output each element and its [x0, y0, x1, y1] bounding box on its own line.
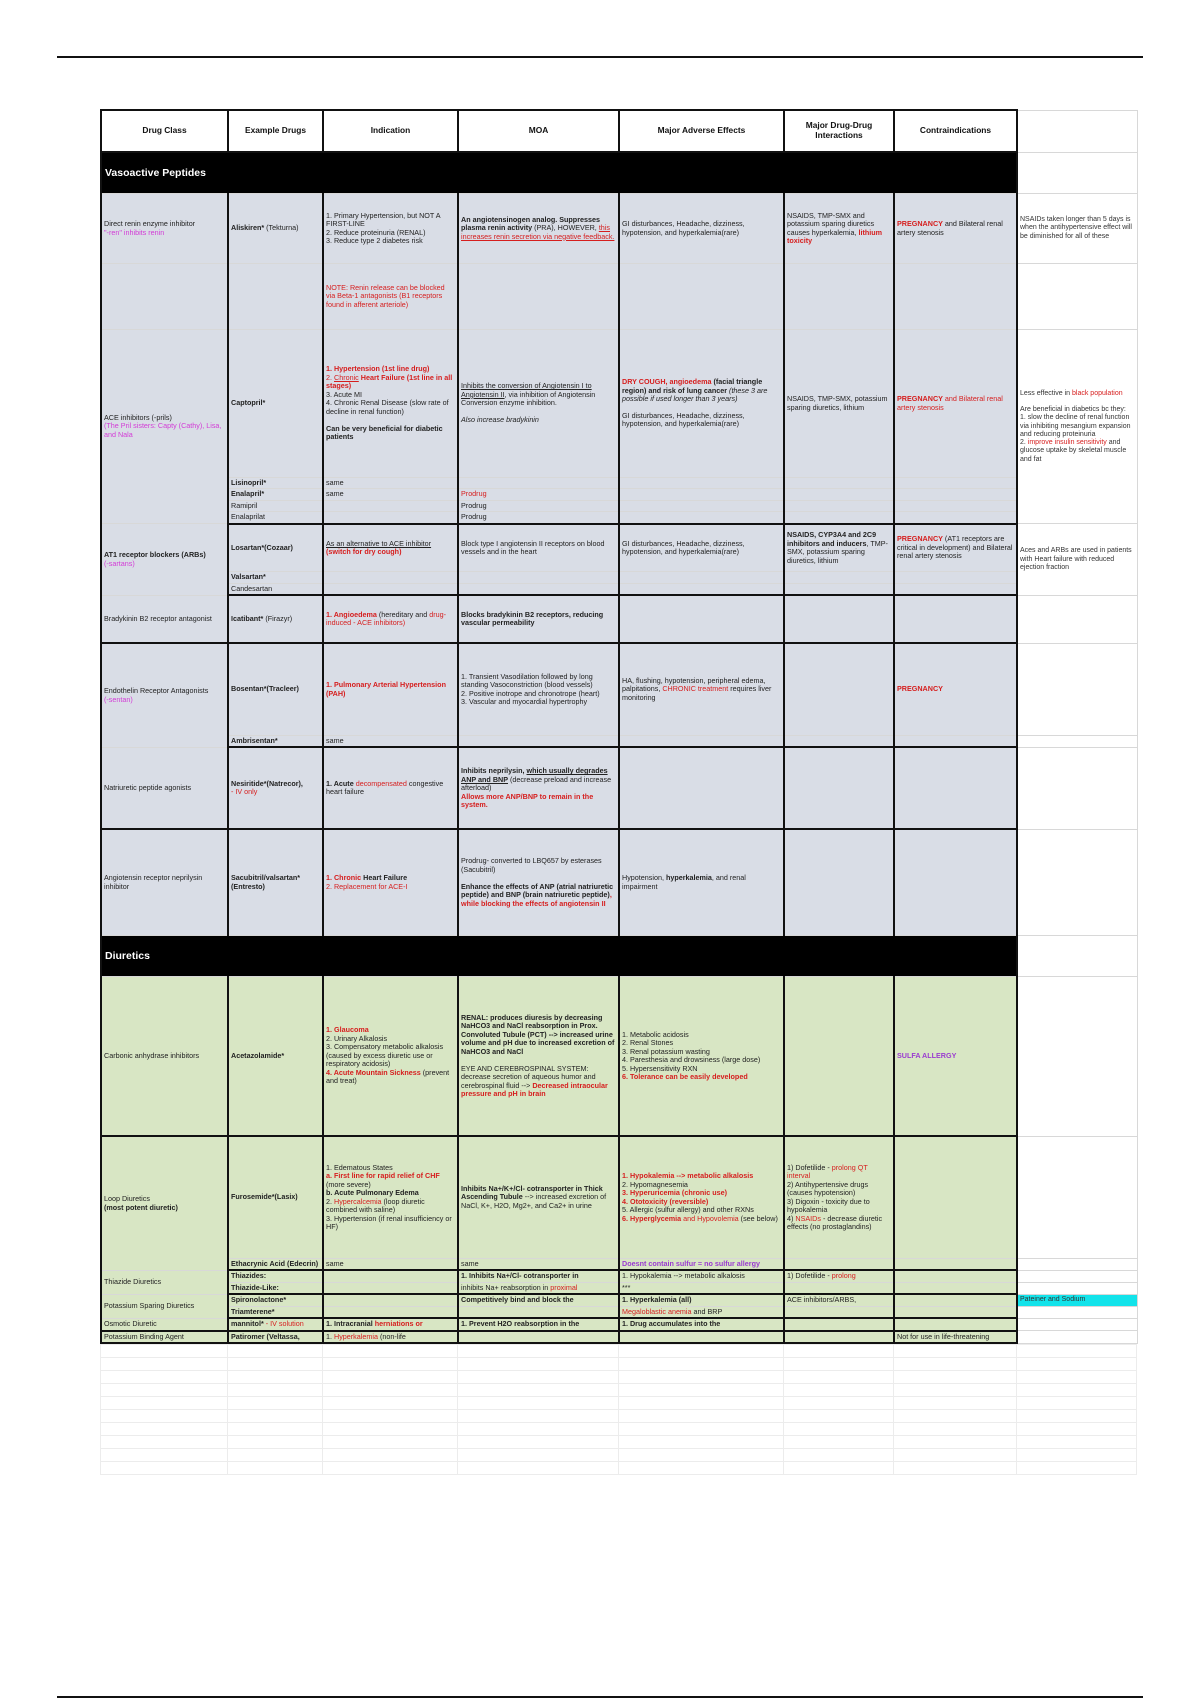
table-row	[101, 264, 1137, 330]
section-title: Diuretics	[101, 935, 1017, 976]
adverse-effects-cell: 1. Hyperkalemia (all)	[619, 1294, 784, 1306]
example-drug-cell: Thiazides:	[228, 1270, 323, 1282]
table-row	[101, 1258, 1137, 1270]
table-row	[101, 194, 1137, 264]
drug-class-cell: Direct renin enzyme inhibitor "-ren" inhibits renin	[101, 194, 228, 264]
example-drug-cell: Thiazide-Like:	[228, 1282, 323, 1294]
drug-class-cell: Endothelin Receptor Antagonists (-sentan)	[101, 643, 228, 747]
header-indication: Indication	[323, 110, 458, 152]
adverse-effects-cell: 1. Metabolic acidosis 2. Renal Stones 3. Renal potassium wasting 4. Paresthesia and drowsiness (large dose) 5. Hypersensitivity RXN 6. Tolerance can be easily developed	[619, 976, 784, 1136]
example-drug-cell: Icatibant* (Firazyr)	[228, 595, 323, 643]
indication-cell: 1. Intracranial herniations or	[323, 1318, 458, 1330]
header-drug-class: Drug Class	[101, 110, 228, 152]
moa-cell: Prodrug- converted to LBQ657 by esterases (Sacubitril) Enhance the effects of ANP (atrial natriuretic peptide) and BNP (brain natriuretic peptide), while blocking the effects of angiotensin II	[458, 829, 619, 935]
indication-cell: As an alternative to ACE inhibitor (switch for dry cough)	[323, 524, 458, 572]
drug-class-cell: Angiotensin receptor neprilysin inhibitor	[101, 829, 228, 935]
example-drug-cell: Lisinopril*	[228, 478, 323, 489]
indication-cell: 1. Angioedema (hereditary and drug-induced - ACE inhibitors)	[323, 595, 458, 643]
top-rule	[57, 56, 1143, 58]
indication-cell: 1. Acute decompensated congestive heart failure	[323, 747, 458, 829]
drug-class-cell: Natriuretic peptide agonists	[101, 747, 228, 829]
side-note: Aces and ARBs are used in patients with Heart failure with reduced ejection fraction	[1017, 524, 1137, 595]
spreadsheet	[100, 109, 1136, 1475]
indication-cell: 1. Edematous States a. First line for rapid relief of CHF (more severe) b. Acute Pulmonary Edema 2. Hypercalcemia (loop diuretic combined with saline) 3. Hypertension (if renal insufficiency or HF)	[323, 1136, 458, 1258]
interactions-cell: 1) Dofetilide - prolong QT interval 2) Antihypertensive drugs (causes hypotension) 3) Digoxin - toxicity due to hypokalemia 4) NSAIDs - decrease diuretic effects (no prostaglandins)	[784, 1136, 894, 1258]
table-row	[101, 976, 1137, 1136]
side-note: Less effective in black population Are beneficial in diabetics bc they: 1. slow the decline of renal function via inhibiting mesangium expansion and reducing proteinuria 2. improve insulin sensitivity and glucose uptake by skeletal muscle and fat	[1017, 330, 1137, 524]
table-row	[101, 747, 1137, 829]
moa-cell: same	[458, 1258, 619, 1270]
interactions-cell: NSAIDS, TMP-SMX, potassium sparing diuretics, lithium	[784, 330, 894, 478]
example-drug-cell: Ambrisentan*	[228, 735, 323, 747]
example-drug-cell: Ramipril	[228, 500, 323, 511]
moa-cell: Inhibits Na+/K+/Cl- cotransporter in Thick Ascending Tubule --> increased excretion of NaCl, K+, H2O, Mg2+, and Ca2+ in urine	[458, 1136, 619, 1258]
moa-cell: inhibits Na+ reabsorption in proximal	[458, 1282, 619, 1294]
table-row	[101, 1318, 1137, 1330]
table-row	[101, 1306, 1137, 1318]
adverse-effects-cell: GI disturbances, Headache, dizziness, hypotension, and hyperkalemia(rare)	[619, 524, 784, 572]
drug-class-cell: Osmotic Diuretic	[101, 1318, 228, 1330]
drug-class-cell: Bradykinin B2 receptor antagonist	[101, 595, 228, 643]
adverse-effects-cell: GI disturbances, Headache, dizziness, hypotension, and hyperkalemia(rare)	[619, 194, 784, 264]
indication-cell: 1. Hyperkalemia (non-life	[323, 1331, 458, 1343]
table-row	[101, 489, 1137, 500]
drug-class-cell: Loop Diuretics (most potent diuretic)	[101, 1136, 228, 1270]
adverse-effects-cell: 1. Hypokalemia --> metabolic alkalosis 2. Hypomagnesemia 3. Hyperuricemia (chronic use) 4. Ototoxicity (reversible) 5. Allergic (sulfur allergy) and other RXNs 6. Hyperglycemia and Hypovolemia (see below)	[619, 1136, 784, 1258]
contraindications-cell: SULFA ALLERGY	[894, 976, 1017, 1136]
example-drug-cell: Patiromer (Veltassa,	[228, 1331, 323, 1343]
drug-class-cell: ACE inhibitors (-prils) (The Pril sisters: Capty (Cathy), Lisa, and Nala	[101, 330, 228, 524]
indication-cell: same	[323, 478, 458, 489]
table-row	[101, 595, 1137, 643]
contraindications-cell: Not for use in life-threatening	[894, 1331, 1017, 1343]
moa-cell: An angiotensinogen analog. Suppresses plasma renin activity (PRA), HOWEVER, this increases renin secretion via negative feedback.	[458, 194, 619, 264]
moa-cell: Blocks bradykinin B2 receptors, reducing vascular permeability	[458, 595, 619, 643]
indication-cell: same	[323, 735, 458, 747]
moa-cell: Prodrug	[458, 512, 619, 524]
interactions-cell: ACE inhibitors/ARBS,	[784, 1294, 894, 1306]
moa-cell: 1. Transient Vasodilation followed by long standing Vasoconstriction (blood vessels) 2. Positive inotrope and chronotrope (heart) 3. Vascular and myocardial hypertrophy	[458, 643, 619, 735]
drug-class-cell: Potassium Sparing Diuretics	[101, 1294, 228, 1318]
adverse-effects-cell: Doesnt contain sulfur = no sulfur allergy	[619, 1258, 784, 1270]
example-drug-cell: Spironolactone*	[228, 1294, 323, 1306]
moa-cell: Competitively bind and block the	[458, 1294, 619, 1306]
example-drug-cell: mannitol* - IV solution	[228, 1318, 323, 1330]
indication-cell: 1. Chronic Heart Failure 2. Replacement for ACE-I	[323, 829, 458, 935]
header-row	[101, 110, 1137, 152]
header-drug-interactions: Major Drug-Drug Interactions	[784, 110, 894, 152]
table-row	[101, 1294, 1137, 1306]
moa-cell: 1. Inhibits Na+/Cl- cotransporter in	[458, 1270, 619, 1282]
moa-cell	[458, 478, 619, 489]
example-drug-cell: Enalaprilat	[228, 512, 323, 524]
table-row	[101, 1270, 1137, 1282]
example-drug-cell: Enalapril*	[228, 489, 323, 500]
drug-class-cell: Carbonic anhydrase inhibitors	[101, 976, 228, 1136]
table-row	[101, 572, 1137, 583]
interactions-cell: 1) Dofetilide - prolong	[784, 1270, 894, 1282]
indication-cell: 1. Hypertension (1st line drug) 2. Chronic Heart Failure (1st line in all stages) 3. Acute MI 4. Chronic Renal Disease (slow rate of decline in renal function) Can be very beneficial for diabetic patients	[323, 330, 458, 478]
indication-cell: 1. Pulmonary Arterial Hypertension (PAH)	[323, 643, 458, 735]
adverse-effects-cell: HA, flushing, hypotension, peripheral edema, palpitations, CHRONIC treatment requires liver monitoring	[619, 643, 784, 735]
header-adverse-effects: Major Adverse Effects	[619, 110, 784, 152]
adverse-effects-cell: Hypotension, hyperkalemia, and renal impairment	[619, 829, 784, 935]
indication-cell: same	[323, 489, 458, 500]
moa-cell: Block type I angiotensin II receptors on blood vessels and in the heart	[458, 524, 619, 572]
table-row	[101, 1331, 1137, 1343]
example-drug-cell: Captopril*	[228, 330, 323, 478]
table-row	[101, 735, 1137, 747]
interactions-cell: NSAIDS, CYP3A4 and 2C9 inhibitors and inducers, TMP-SMX, potassium sparing diuretics, lithium	[784, 524, 894, 572]
example-drug-cell: Sacubitril/valsartan* (Entresto)	[228, 829, 323, 935]
example-drug-cell: Furosemide*(Lasix)	[228, 1136, 323, 1258]
header-example-drugs: Example Drugs	[228, 110, 323, 152]
drug-class-cell: AT1 receptor blockers (ARBs) (-sartans)	[101, 524, 228, 595]
example-drug-cell: Ethacrynic Acid (Edecrin)	[228, 1258, 323, 1270]
table-row	[101, 512, 1137, 524]
renin-note: NOTE: Renin release can be blocked via Beta-1 antagonists (B1 receptors found in afferent arteriole)	[323, 264, 458, 330]
moa-cell: RENAL: produces diuresis by decreasing NaHCO3 and NaCl reabsorption in Prox. Convoluted Tubule (PCT) --> increased urine volume and pH due to increased excretion of NaHCO3 and NaCl EYE AND CEREBROSPINAL SYSTEM: decrease secretion of aqueous humor and cerebrospinal fluid --> Decreased intraocular pressure and pH in brain	[458, 976, 619, 1136]
contraindications-cell: PREGNANCY and Bilateral renal artery stenosis	[894, 330, 1017, 478]
section-diuretics	[101, 935, 1137, 976]
indication-cell	[323, 512, 458, 524]
table-row	[101, 500, 1137, 511]
table-row	[101, 1136, 1137, 1258]
moa-cell: Prodrug	[458, 500, 619, 511]
example-drug-cell: Triamterene*	[228, 1306, 323, 1318]
table-row	[101, 829, 1137, 935]
moa-cell: Inhibits neprilysin, which usually degrades ANP and BNP (decrease preload and increase afterload) Allows more ANP/BNP to remain in the system.	[458, 747, 619, 829]
adverse-effects-cell: ***	[619, 1282, 784, 1294]
drug-table	[100, 109, 1138, 1344]
table-row	[101, 524, 1137, 572]
example-drug-cell: Losartan*(Cozaar)	[228, 524, 323, 572]
moa-cell: 1. Prevent H2O reabsorption in the	[458, 1318, 619, 1330]
header-moa: MOA	[458, 110, 619, 152]
indication-cell: 1. Glaucoma 2. Urinary Alkalosis 3. Compensatory metabolic alkalosis (caused by excess diuretic use or respiratory acidosis) 4. Acute Mountain Sickness (prevent and treat)	[323, 976, 458, 1136]
header-contraindications: Contraindications	[894, 110, 1017, 152]
adverse-effects-cell: 1. Drug accumulates into the	[619, 1318, 784, 1330]
interactions-cell: NSAIDS, TMP-SMX and potassium sparing diuretics causes hyperkalemia, lithium toxicity	[784, 194, 894, 264]
example-drug-cell: Candesartan	[228, 583, 323, 595]
indication-cell: same	[323, 1258, 458, 1270]
table-row	[101, 478, 1137, 489]
example-drug-cell: Nesiritide*(Natrecor), - IV only	[228, 747, 323, 829]
example-drug-cell: Valsartan*	[228, 572, 323, 583]
moa-cell: Prodrug	[458, 489, 619, 500]
example-drug-cell: Aliskiren* (Tekturna)	[228, 194, 323, 264]
indication-cell: 1. Primary Hypertension, but NOT A FIRST-LINE 2. Reduce proteinuria (RENAL) 3. Reduce type 2 diabetes risk	[323, 194, 458, 264]
drug-class-cell: Thiazide Diuretics	[101, 1270, 228, 1294]
moa-cell: Inhibits the conversion of Angiotensin I to Angiotensin II, via inhibition of Angiotensin Conversion enzyme inhibition. Also increase bradykinin	[458, 330, 619, 478]
highlighted-note: Pateiner and Sodium	[1017, 1294, 1137, 1306]
drug-class-cell: Potassium Binding Agent	[101, 1331, 228, 1343]
section-title: Vasoactive Peptides	[101, 152, 1017, 194]
bottom-rule	[57, 1696, 1143, 1698]
table-row	[101, 643, 1137, 735]
table-row	[101, 330, 1137, 478]
empty-grid-rows	[100, 1344, 1137, 1475]
contraindications-cell: PREGNANCY (AT1 receptors are critical in development) and Bilateral renal artery stenosis	[894, 524, 1017, 572]
indication-cell	[323, 500, 458, 511]
adverse-effects-cell: 1. Hypokalemia --> metabolic alkalosis	[619, 1270, 784, 1282]
table-row	[101, 1282, 1137, 1294]
contraindications-cell: PREGNANCY	[894, 643, 1017, 735]
side-note: NSAIDs taken longer than 5 days is when the antihypertensive effect will be diminished for all of these	[1017, 194, 1137, 264]
adverse-effects-cell: DRY COUGH, angioedema (facial triangle region) and risk of lung cancer (these 3 are possible if used longer than 3 years) GI disturbances, Headache, dizziness, hypotension, and hyperkalemia(rare)	[619, 330, 784, 478]
example-drug-cell: Bosentan*(Tracleer)	[228, 643, 323, 735]
table-row	[101, 583, 1137, 595]
contraindications-cell: PREGNANCY and Bilateral renal artery stenosis	[894, 194, 1017, 264]
section-vasoactive-peptides	[101, 152, 1137, 194]
adverse-effects-cell: Megaloblastic anemia and BRP	[619, 1306, 784, 1318]
example-drug-cell: Acetazolamide*	[228, 976, 323, 1136]
